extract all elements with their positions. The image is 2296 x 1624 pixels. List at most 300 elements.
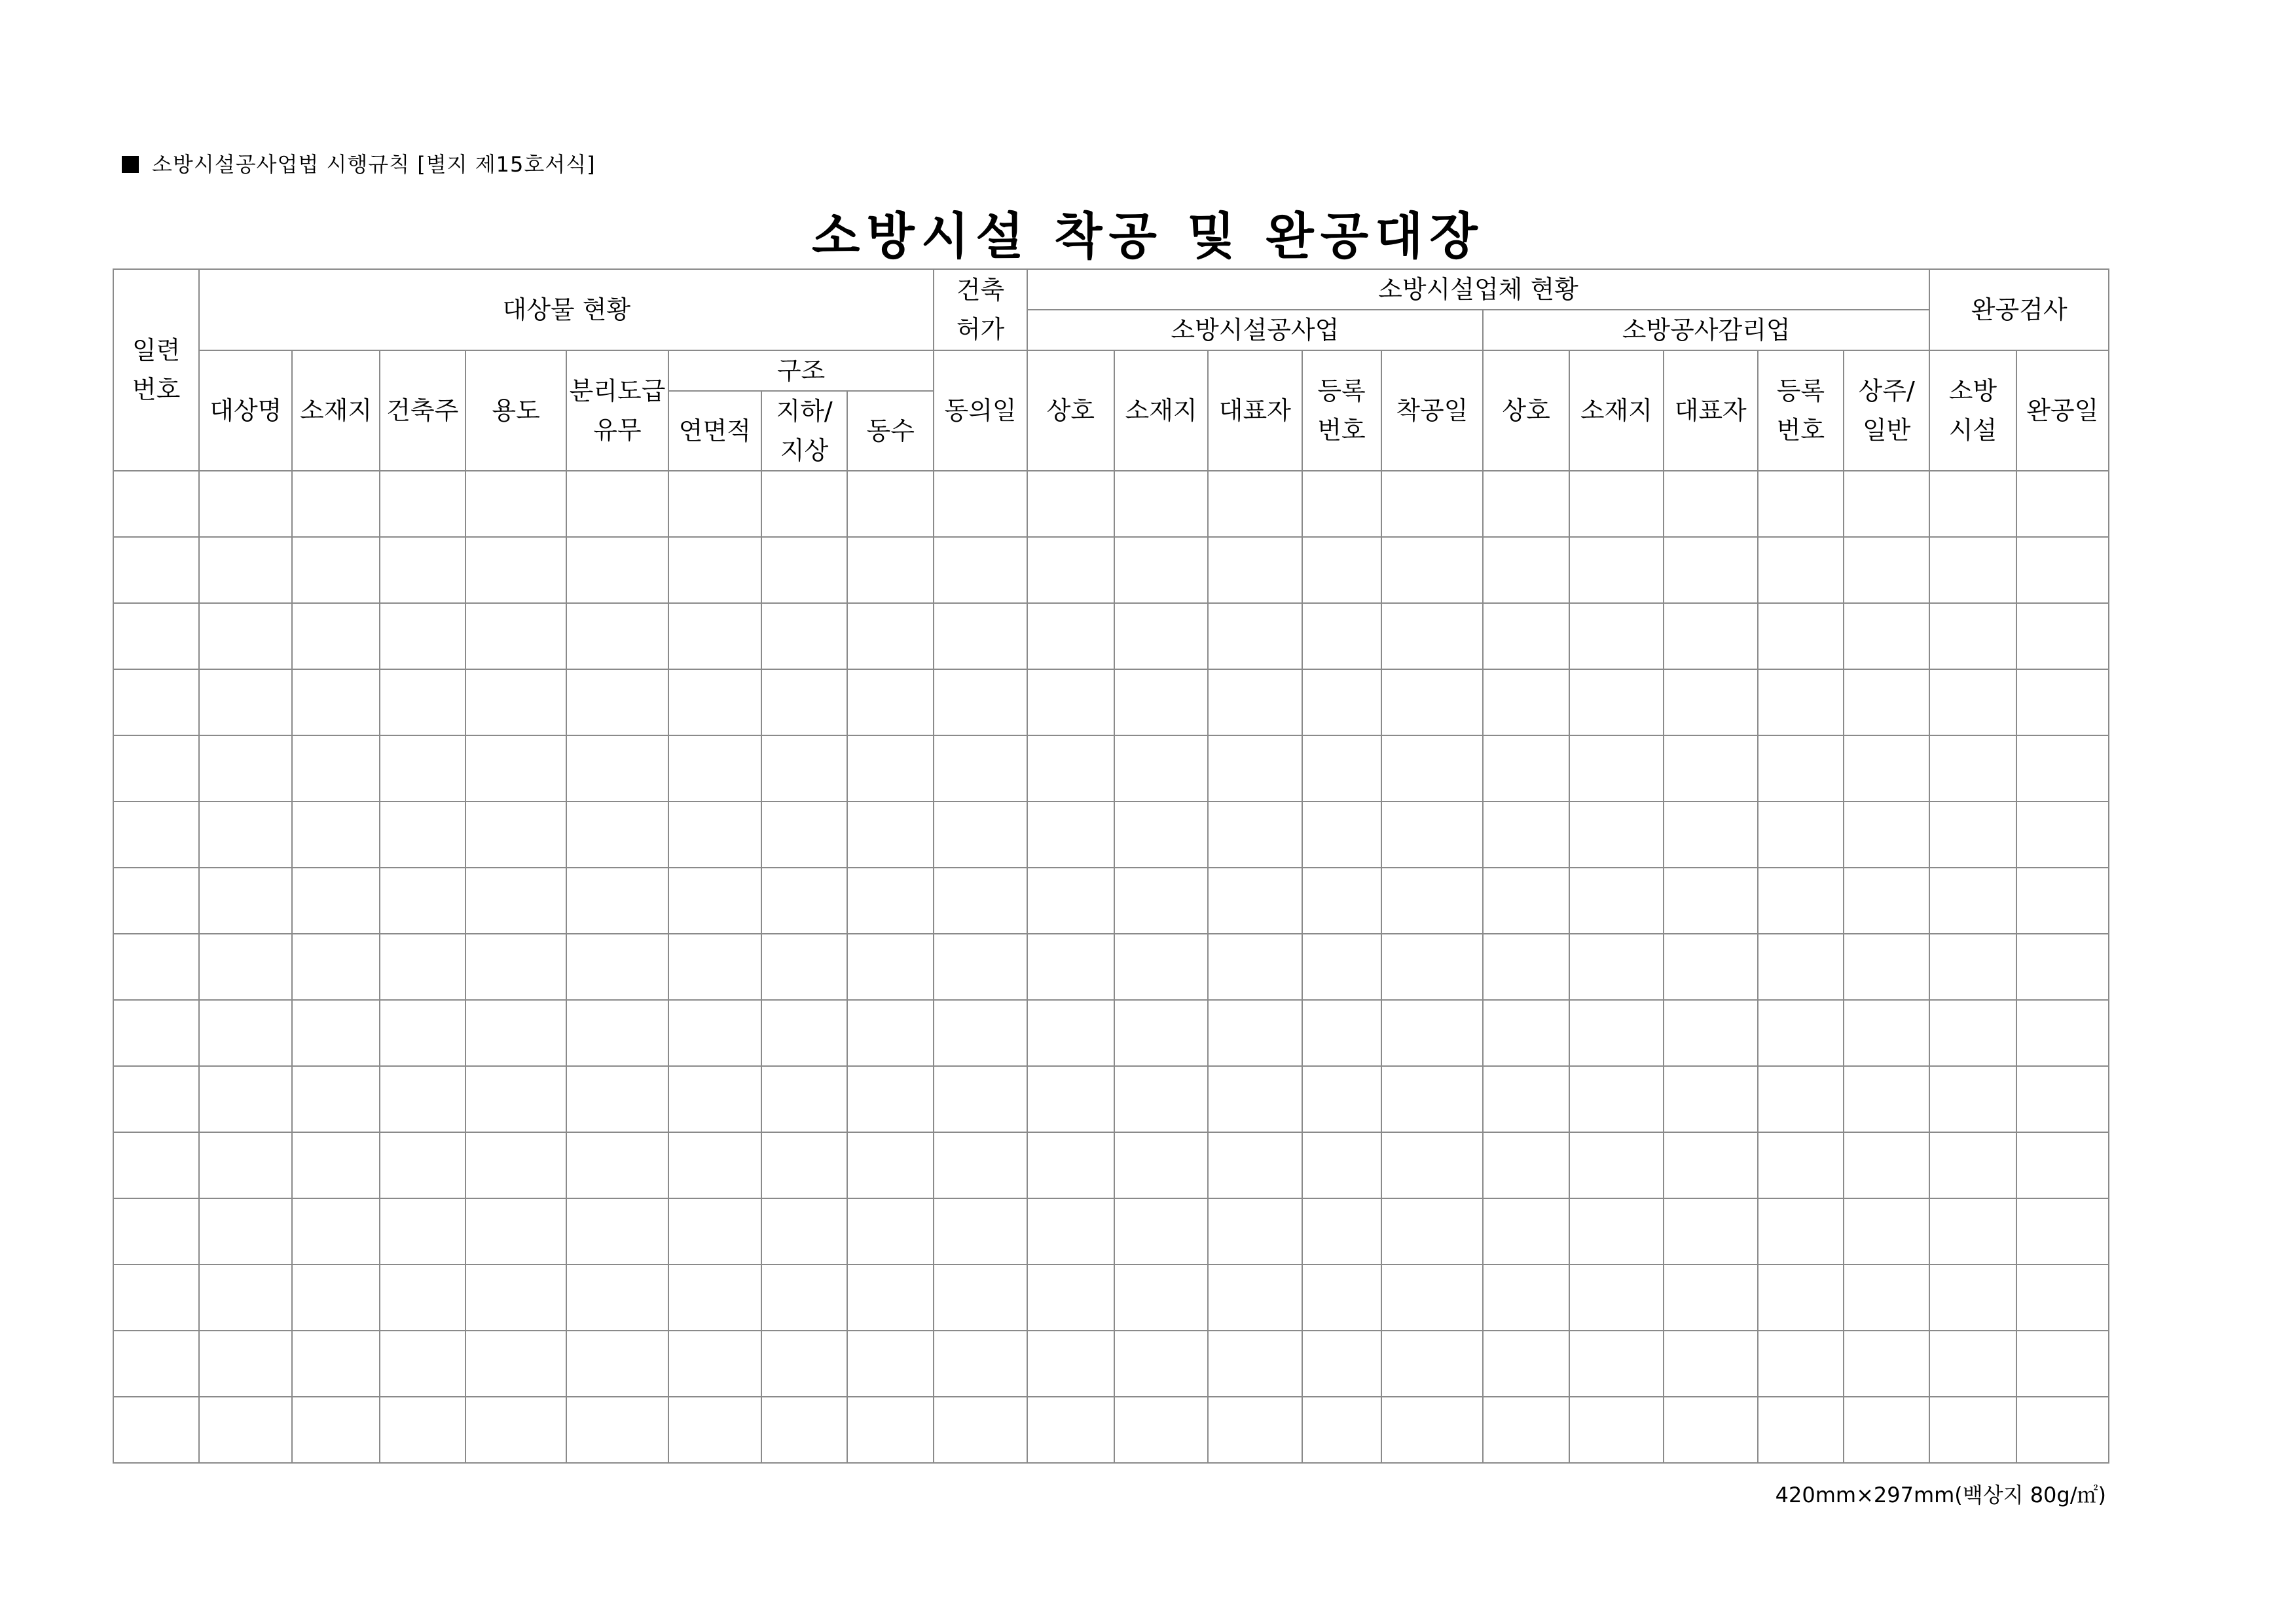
entry-cell[interactable]: [1929, 735, 2016, 802]
entry-cell[interactable]: [934, 1132, 1027, 1198]
entry-cell[interactable]: [761, 735, 847, 802]
entry-cell[interactable]: [199, 669, 292, 735]
entry-cell[interactable]: [1758, 537, 1844, 603]
entry-cell[interactable]: [1208, 1264, 1302, 1331]
entry-cell[interactable]: [1664, 1066, 1758, 1132]
entry-cell[interactable]: [566, 1132, 668, 1198]
entry-cell[interactable]: [199, 1264, 292, 1331]
entry-cell[interactable]: [1569, 934, 1663, 1000]
entry-cell[interactable]: [934, 471, 1027, 537]
entry-cell[interactable]: [1208, 1066, 1302, 1132]
entry-cell[interactable]: [292, 669, 379, 735]
entry-cell[interactable]: [761, 868, 847, 934]
entry-cell[interactable]: [1758, 1264, 1844, 1331]
entry-cell[interactable]: [1844, 1264, 1929, 1331]
entry-cell[interactable]: [113, 1132, 199, 1198]
entry-cell[interactable]: [1483, 471, 1569, 537]
entry-cell[interactable]: [1664, 1198, 1758, 1264]
entry-cell[interactable]: [113, 1000, 199, 1066]
entry-cell[interactable]: [1208, 471, 1302, 537]
entry-cell[interactable]: [1027, 603, 1114, 669]
entry-cell[interactable]: [113, 669, 199, 735]
entry-cell[interactable]: [1758, 934, 1844, 1000]
entry-cell[interactable]: [1569, 1132, 1663, 1198]
entry-cell[interactable]: [1114, 735, 1208, 802]
entry-cell[interactable]: [292, 1397, 379, 1463]
entry-cell[interactable]: [1569, 735, 1663, 802]
entry-cell[interactable]: [668, 1264, 761, 1331]
entry-cell[interactable]: [113, 537, 199, 603]
entry-cell[interactable]: [1569, 868, 1663, 934]
entry-cell[interactable]: [2016, 735, 2109, 802]
entry-cell[interactable]: [1844, 1132, 1929, 1198]
entry-cell[interactable]: [292, 471, 379, 537]
entry-cell[interactable]: [668, 735, 761, 802]
entry-cell[interactable]: [1114, 868, 1208, 934]
entry-cell[interactable]: [1929, 603, 2016, 669]
entry-cell[interactable]: [1758, 1397, 1844, 1463]
entry-cell[interactable]: [1302, 1132, 1381, 1198]
entry-cell[interactable]: [1027, 1132, 1114, 1198]
entry-cell[interactable]: [1569, 1331, 1663, 1397]
entry-cell[interactable]: [566, 537, 668, 603]
entry-cell[interactable]: [1758, 1000, 1844, 1066]
entry-cell[interactable]: [761, 1198, 847, 1264]
entry-cell[interactable]: [566, 1066, 668, 1132]
entry-cell[interactable]: [113, 1331, 199, 1397]
entry-cell[interactable]: [1114, 669, 1208, 735]
entry-cell[interactable]: [2016, 1132, 2109, 1198]
entry-cell[interactable]: [380, 934, 465, 1000]
entry-cell[interactable]: [1114, 1132, 1208, 1198]
entry-cell[interactable]: [465, 1264, 566, 1331]
entry-cell[interactable]: [566, 802, 668, 868]
entry-cell[interactable]: [847, 471, 934, 537]
entry-cell[interactable]: [1929, 1132, 2016, 1198]
entry-cell[interactable]: [199, 1331, 292, 1397]
entry-cell[interactable]: [199, 802, 292, 868]
entry-cell[interactable]: [1569, 537, 1663, 603]
entry-cell[interactable]: [292, 1331, 379, 1397]
entry-cell[interactable]: [1027, 1397, 1114, 1463]
entry-cell[interactable]: [1302, 603, 1381, 669]
entry-cell[interactable]: [380, 1397, 465, 1463]
entry-cell[interactable]: [113, 603, 199, 669]
entry-cell[interactable]: [1302, 471, 1381, 537]
entry-cell[interactable]: [2016, 868, 2109, 934]
entry-cell[interactable]: [668, 934, 761, 1000]
entry-cell[interactable]: [199, 537, 292, 603]
entry-cell[interactable]: [292, 1000, 379, 1066]
entry-cell[interactable]: [465, 1066, 566, 1132]
entry-cell[interactable]: [761, 1066, 847, 1132]
entry-cell[interactable]: [1569, 1000, 1663, 1066]
entry-cell[interactable]: [1664, 868, 1758, 934]
entry-cell[interactable]: [113, 1264, 199, 1331]
entry-cell[interactable]: [1758, 669, 1844, 735]
entry-cell[interactable]: [1114, 1397, 1208, 1463]
entry-cell[interactable]: [668, 537, 761, 603]
entry-cell[interactable]: [566, 934, 668, 1000]
entry-cell[interactable]: [292, 537, 379, 603]
entry-cell[interactable]: [1114, 537, 1208, 603]
entry-cell[interactable]: [113, 735, 199, 802]
entry-cell[interactable]: [934, 1000, 1027, 1066]
entry-cell[interactable]: [2016, 1066, 2109, 1132]
entry-cell[interactable]: [934, 1264, 1027, 1331]
entry-cell[interactable]: [934, 669, 1027, 735]
entry-cell[interactable]: [380, 1198, 465, 1264]
entry-cell[interactable]: [1027, 868, 1114, 934]
entry-cell[interactable]: [465, 868, 566, 934]
entry-cell[interactable]: [292, 1132, 379, 1198]
entry-cell[interactable]: [847, 868, 934, 934]
entry-cell[interactable]: [1381, 1331, 1483, 1397]
entry-cell[interactable]: [1483, 735, 1569, 802]
entry-cell[interactable]: [113, 1198, 199, 1264]
entry-cell[interactable]: [465, 802, 566, 868]
entry-cell[interactable]: [1664, 537, 1758, 603]
entry-cell[interactable]: [380, 802, 465, 868]
entry-cell[interactable]: [1381, 537, 1483, 603]
entry-cell[interactable]: [380, 868, 465, 934]
entry-cell[interactable]: [566, 603, 668, 669]
entry-cell[interactable]: [847, 1000, 934, 1066]
entry-cell[interactable]: [1381, 868, 1483, 934]
entry-cell[interactable]: [465, 669, 566, 735]
entry-cell[interactable]: [668, 868, 761, 934]
entry-cell[interactable]: [1758, 1132, 1844, 1198]
entry-cell[interactable]: [1758, 603, 1844, 669]
entry-cell[interactable]: [199, 735, 292, 802]
entry-cell[interactable]: [1027, 1198, 1114, 1264]
entry-cell[interactable]: [1664, 603, 1758, 669]
entry-cell[interactable]: [292, 1264, 379, 1331]
entry-cell[interactable]: [1208, 1331, 1302, 1397]
entry-cell[interactable]: [1483, 1000, 1569, 1066]
entry-cell[interactable]: [465, 735, 566, 802]
entry-cell[interactable]: [1381, 471, 1483, 537]
entry-cell[interactable]: [1569, 471, 1663, 537]
entry-cell[interactable]: [2016, 1198, 2109, 1264]
entry-cell[interactable]: [761, 1132, 847, 1198]
entry-cell[interactable]: [1483, 868, 1569, 934]
entry-cell[interactable]: [199, 603, 292, 669]
entry-cell[interactable]: [1302, 1331, 1381, 1397]
entry-cell[interactable]: [1929, 669, 2016, 735]
entry-cell[interactable]: [1302, 537, 1381, 603]
entry-cell[interactable]: [380, 1331, 465, 1397]
entry-cell[interactable]: [847, 1397, 934, 1463]
entry-cell[interactable]: [465, 1397, 566, 1463]
entry-cell[interactable]: [1844, 802, 1929, 868]
entry-cell[interactable]: [934, 537, 1027, 603]
entry-cell[interactable]: [668, 471, 761, 537]
entry-cell[interactable]: [1929, 537, 2016, 603]
entry-cell[interactable]: [1114, 1000, 1208, 1066]
entry-cell[interactable]: [1381, 802, 1483, 868]
entry-cell[interactable]: [113, 1397, 199, 1463]
entry-cell[interactable]: [1929, 1397, 2016, 1463]
entry-cell[interactable]: [566, 1000, 668, 1066]
entry-cell[interactable]: [465, 537, 566, 603]
entry-cell[interactable]: [566, 669, 668, 735]
entry-cell[interactable]: [1381, 735, 1483, 802]
entry-cell[interactable]: [1381, 1397, 1483, 1463]
entry-cell[interactable]: [761, 669, 847, 735]
entry-cell[interactable]: [1844, 1198, 1929, 1264]
entry-cell[interactable]: [1483, 1132, 1569, 1198]
entry-cell[interactable]: [1208, 1198, 1302, 1264]
entry-cell[interactable]: [380, 603, 465, 669]
entry-cell[interactable]: [1027, 934, 1114, 1000]
entry-cell[interactable]: [1758, 868, 1844, 934]
entry-cell[interactable]: [1758, 1198, 1844, 1264]
entry-cell[interactable]: [1483, 1066, 1569, 1132]
entry-cell[interactable]: [1208, 802, 1302, 868]
entry-cell[interactable]: [1302, 934, 1381, 1000]
entry-cell[interactable]: [2016, 1331, 2109, 1397]
entry-cell[interactable]: [1664, 669, 1758, 735]
entry-cell[interactable]: [2016, 1397, 2109, 1463]
entry-cell[interactable]: [1208, 735, 1302, 802]
entry-cell[interactable]: [292, 1198, 379, 1264]
entry-cell[interactable]: [292, 934, 379, 1000]
entry-cell[interactable]: [1758, 1331, 1844, 1397]
entry-cell[interactable]: [199, 1198, 292, 1264]
entry-cell[interactable]: [847, 603, 934, 669]
entry-cell[interactable]: [1302, 1066, 1381, 1132]
entry-cell[interactable]: [847, 1264, 934, 1331]
entry-cell[interactable]: [1929, 934, 2016, 1000]
entry-cell[interactable]: [1114, 1264, 1208, 1331]
entry-cell[interactable]: [1208, 1132, 1302, 1198]
entry-cell[interactable]: [566, 1331, 668, 1397]
entry-cell[interactable]: [847, 537, 934, 603]
entry-cell[interactable]: [2016, 934, 2109, 1000]
entry-cell[interactable]: [199, 1000, 292, 1066]
entry-cell[interactable]: [1569, 669, 1663, 735]
entry-cell[interactable]: [668, 1331, 761, 1397]
entry-cell[interactable]: [1381, 603, 1483, 669]
entry-cell[interactable]: [1664, 735, 1758, 802]
entry-cell[interactable]: [934, 934, 1027, 1000]
entry-cell[interactable]: [1208, 669, 1302, 735]
entry-cell[interactable]: [292, 802, 379, 868]
entry-cell[interactable]: [1381, 1132, 1483, 1198]
entry-cell[interactable]: [465, 1132, 566, 1198]
entry-cell[interactable]: [1569, 1198, 1663, 1264]
entry-cell[interactable]: [1569, 1264, 1663, 1331]
entry-cell[interactable]: [199, 1132, 292, 1198]
entry-cell[interactable]: [1302, 1198, 1381, 1264]
entry-cell[interactable]: [292, 1066, 379, 1132]
entry-cell[interactable]: [292, 735, 379, 802]
entry-cell[interactable]: [1929, 1198, 2016, 1264]
entry-cell[interactable]: [1929, 1066, 2016, 1132]
entry-cell[interactable]: [113, 471, 199, 537]
entry-cell[interactable]: [1208, 868, 1302, 934]
entry-cell[interactable]: [1114, 934, 1208, 1000]
entry-cell[interactable]: [1483, 802, 1569, 868]
entry-cell[interactable]: [934, 1397, 1027, 1463]
entry-cell[interactable]: [1027, 669, 1114, 735]
entry-cell[interactable]: [113, 868, 199, 934]
entry-cell[interactable]: [1758, 1066, 1844, 1132]
entry-cell[interactable]: [566, 868, 668, 934]
entry-cell[interactable]: [1027, 1066, 1114, 1132]
entry-cell[interactable]: [1844, 537, 1929, 603]
entry-cell[interactable]: [2016, 1000, 2109, 1066]
entry-cell[interactable]: [847, 802, 934, 868]
entry-cell[interactable]: [1664, 802, 1758, 868]
entry-cell[interactable]: [380, 1000, 465, 1066]
entry-cell[interactable]: [934, 1198, 1027, 1264]
entry-cell[interactable]: [934, 1066, 1027, 1132]
entry-cell[interactable]: [1664, 1000, 1758, 1066]
entry-cell[interactable]: [199, 471, 292, 537]
entry-cell[interactable]: [1483, 1198, 1569, 1264]
entry-cell[interactable]: [761, 603, 847, 669]
entry-cell[interactable]: [566, 471, 668, 537]
entry-cell[interactable]: [668, 1132, 761, 1198]
entry-cell[interactable]: [934, 868, 1027, 934]
entry-cell[interactable]: [1664, 1331, 1758, 1397]
entry-cell[interactable]: [761, 934, 847, 1000]
entry-cell[interactable]: [1569, 603, 1663, 669]
entry-cell[interactable]: [1302, 1264, 1381, 1331]
entry-cell[interactable]: [1381, 934, 1483, 1000]
entry-cell[interactable]: [1114, 802, 1208, 868]
entry-cell[interactable]: [1758, 735, 1844, 802]
entry-cell[interactable]: [1844, 868, 1929, 934]
entry-cell[interactable]: [465, 471, 566, 537]
entry-cell[interactable]: [934, 1331, 1027, 1397]
entry-cell[interactable]: [1664, 1264, 1758, 1331]
entry-cell[interactable]: [668, 1397, 761, 1463]
entry-cell[interactable]: [1302, 669, 1381, 735]
entry-cell[interactable]: [1844, 735, 1929, 802]
entry-cell[interactable]: [1302, 1000, 1381, 1066]
entry-cell[interactable]: [761, 802, 847, 868]
entry-cell[interactable]: [668, 802, 761, 868]
entry-cell[interactable]: [1569, 1397, 1663, 1463]
entry-cell[interactable]: [113, 934, 199, 1000]
entry-cell[interactable]: [566, 1198, 668, 1264]
entry-cell[interactable]: [1114, 1331, 1208, 1397]
entry-cell[interactable]: [761, 1331, 847, 1397]
entry-cell[interactable]: [1381, 1066, 1483, 1132]
entry-cell[interactable]: [1027, 537, 1114, 603]
entry-cell[interactable]: [1483, 1331, 1569, 1397]
entry-cell[interactable]: [1758, 471, 1844, 537]
entry-cell[interactable]: [847, 1132, 934, 1198]
entry-cell[interactable]: [113, 802, 199, 868]
entry-cell[interactable]: [1569, 802, 1663, 868]
entry-cell[interactable]: [1208, 1000, 1302, 1066]
entry-cell[interactable]: [1569, 1066, 1663, 1132]
entry-cell[interactable]: [668, 669, 761, 735]
entry-cell[interactable]: [1929, 1331, 2016, 1397]
entry-cell[interactable]: [1114, 1066, 1208, 1132]
entry-cell[interactable]: [1027, 1264, 1114, 1331]
entry-cell[interactable]: [465, 934, 566, 1000]
entry-cell[interactable]: [1208, 603, 1302, 669]
entry-cell[interactable]: [1027, 802, 1114, 868]
entry-cell[interactable]: [1844, 603, 1929, 669]
entry-cell[interactable]: [1664, 934, 1758, 1000]
entry-cell[interactable]: [1929, 802, 2016, 868]
entry-cell[interactable]: [199, 868, 292, 934]
entry-cell[interactable]: [668, 1000, 761, 1066]
entry-cell[interactable]: [566, 735, 668, 802]
entry-cell[interactable]: [380, 1066, 465, 1132]
entry-cell[interactable]: [1302, 735, 1381, 802]
entry-cell[interactable]: [1844, 471, 1929, 537]
entry-cell[interactable]: [113, 1066, 199, 1132]
entry-cell[interactable]: [1483, 1264, 1569, 1331]
entry-cell[interactable]: [668, 1066, 761, 1132]
entry-cell[interactable]: [380, 471, 465, 537]
entry-cell[interactable]: [1664, 471, 1758, 537]
entry-cell[interactable]: [1483, 1397, 1569, 1463]
entry-cell[interactable]: [1929, 1264, 2016, 1331]
entry-cell[interactable]: [1302, 1397, 1381, 1463]
entry-cell[interactable]: [2016, 1264, 2109, 1331]
entry-cell[interactable]: [1381, 669, 1483, 735]
entry-cell[interactable]: [2016, 802, 2109, 868]
entry-cell[interactable]: [1664, 1132, 1758, 1198]
entry-cell[interactable]: [761, 1264, 847, 1331]
entry-cell[interactable]: [380, 735, 465, 802]
entry-cell[interactable]: [1483, 669, 1569, 735]
entry-cell[interactable]: [2016, 537, 2109, 603]
entry-cell[interactable]: [1483, 934, 1569, 1000]
entry-cell[interactable]: [847, 1066, 934, 1132]
entry-cell[interactable]: [847, 934, 934, 1000]
entry-cell[interactable]: [668, 603, 761, 669]
entry-cell[interactable]: [199, 934, 292, 1000]
entry-cell[interactable]: [1114, 471, 1208, 537]
entry-cell[interactable]: [199, 1397, 292, 1463]
entry-cell[interactable]: [934, 603, 1027, 669]
entry-cell[interactable]: [380, 669, 465, 735]
entry-cell[interactable]: [465, 1000, 566, 1066]
entry-cell[interactable]: [465, 603, 566, 669]
entry-cell[interactable]: [1844, 669, 1929, 735]
entry-cell[interactable]: [465, 1331, 566, 1397]
entry-cell[interactable]: [847, 735, 934, 802]
entry-cell[interactable]: [292, 603, 379, 669]
entry-cell[interactable]: [761, 1000, 847, 1066]
entry-cell[interactable]: [1208, 537, 1302, 603]
entry-cell[interactable]: [1027, 1331, 1114, 1397]
entry-cell[interactable]: [292, 868, 379, 934]
entry-cell[interactable]: [847, 1198, 934, 1264]
entry-cell[interactable]: [2016, 471, 2109, 537]
entry-cell[interactable]: [1027, 471, 1114, 537]
entry-cell[interactable]: [1758, 802, 1844, 868]
entry-cell[interactable]: [1929, 471, 2016, 537]
entry-cell[interactable]: [199, 1066, 292, 1132]
entry-cell[interactable]: [1483, 603, 1569, 669]
entry-cell[interactable]: [566, 1264, 668, 1331]
entry-cell[interactable]: [847, 1331, 934, 1397]
entry-cell[interactable]: [1027, 1000, 1114, 1066]
entry-cell[interactable]: [761, 471, 847, 537]
entry-cell[interactable]: [1929, 868, 2016, 934]
entry-cell[interactable]: [1114, 1198, 1208, 1264]
